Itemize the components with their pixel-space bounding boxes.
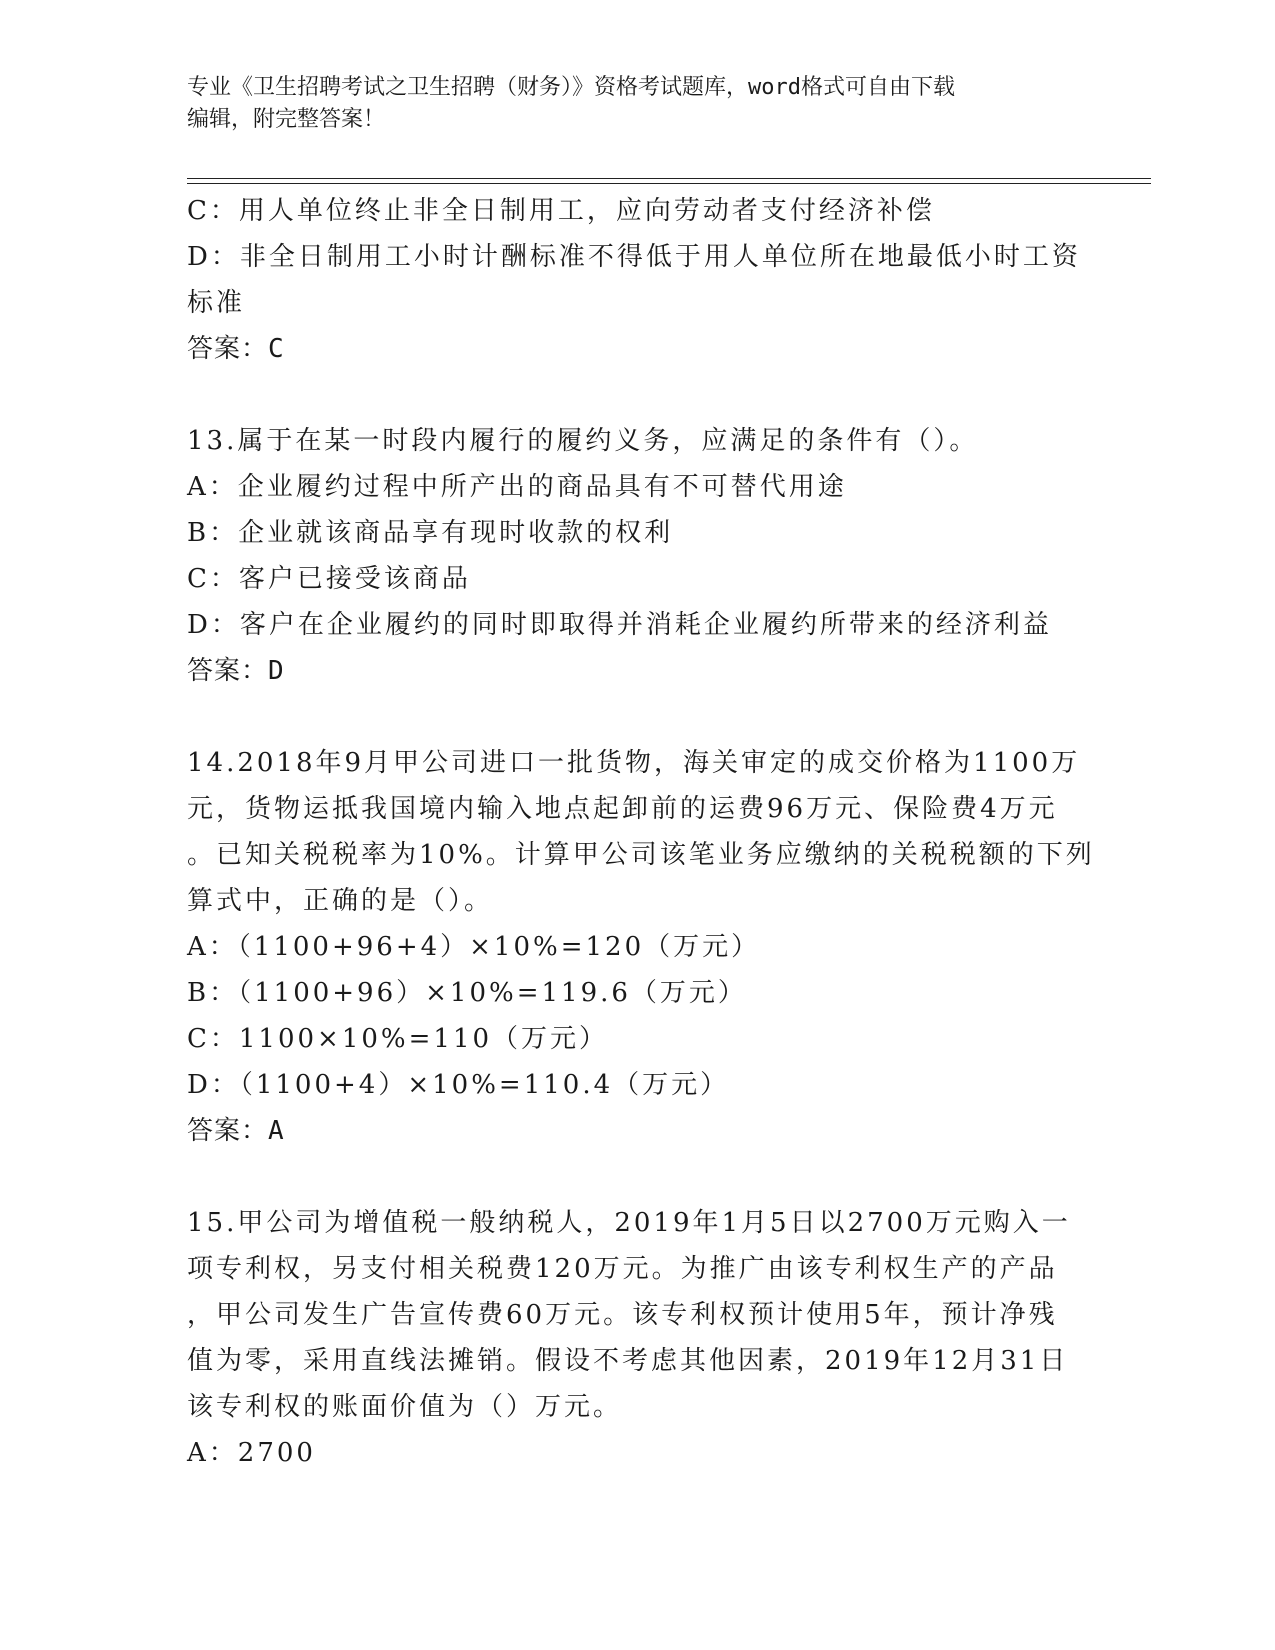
question-stem-continued: 。已知关税税率为10%。计算甲公司该笔业务应缴纳的关税税额的下列 xyxy=(187,840,1095,870)
question-14 xyxy=(187,740,1095,1154)
option-c: C：1100×10%=110（万元） xyxy=(187,1024,609,1054)
answer-value: A xyxy=(268,1116,285,1146)
option-a: A：企业履约过程中所产出的商品具有不可替代用途 xyxy=(187,472,847,502)
answer-label: 答案： xyxy=(187,1116,269,1146)
header-divider-bottom xyxy=(187,183,1151,184)
header-subtitle-line: 编辑，附完整答案！ xyxy=(187,107,386,132)
answer-line xyxy=(187,326,1087,372)
option-b: B：（1100+96）×10%=119.6（万元） xyxy=(187,978,747,1008)
question-spacer xyxy=(187,694,1087,740)
question-stem-continued: 项专利权，另支付相关税费120万元。为推广由该专利权生产的产品 xyxy=(187,1254,1058,1284)
question-stem-continued: 元，货物运抵我国境内输入地点起卸前的运费96万元、保险费4万元 xyxy=(187,794,1058,824)
question-15 xyxy=(187,1200,1087,1476)
header-divider-top xyxy=(187,178,1151,179)
question-stem-continued: 算式中，正确的是（）。 xyxy=(187,886,494,916)
question-list xyxy=(187,188,1095,1476)
question-12-tail xyxy=(187,188,1087,372)
option-a: A：（1100+96+4）×10%=120（万元） xyxy=(187,932,761,962)
option-d: D：客户在企业履约的同时即取得并消耗企业履约所带来的经济利益 xyxy=(187,610,1052,640)
option-d: D：（1100+4）×10%=110.4（万元） xyxy=(187,1070,730,1100)
answer-line xyxy=(187,1108,1087,1154)
answer-label: 答案： xyxy=(187,656,269,686)
question-spacer xyxy=(187,372,1087,418)
question-stem-continued: 该专利权的账面价值为（）万元。 xyxy=(187,1392,623,1422)
option-b: B：企业就该商品享有现时收款的权利 xyxy=(187,518,674,548)
option-a: A：2700 xyxy=(187,1438,316,1468)
option-c: C：客户已接受该商品 xyxy=(187,564,471,594)
answer-value: C xyxy=(268,334,285,364)
answer-value: D xyxy=(268,656,285,686)
question-stem: 14.2018年9月甲公司进口一批货物，海关审定的成交价格为1100万 xyxy=(187,748,1081,778)
header-title-line: 专业《卫生招聘考试之卫生招聘（财务）》资格考试题库，word格式可自由下载 xyxy=(187,75,955,100)
option-d: D：非全日制用工小时计酬标准不得低于用人单位所在地最低小时工资 xyxy=(187,242,1081,272)
question-stem: 15.甲公司为增值税一般纳税人，2019年1月5日以2700万元购入一 xyxy=(187,1208,1071,1238)
option-d-continued: 标准 xyxy=(187,288,246,318)
option-c: C：用人单位终止非全日制用工，应向劳动者支付经济补偿 xyxy=(187,196,935,226)
answer-line xyxy=(187,648,1087,694)
answer-label: 答案： xyxy=(187,334,269,364)
question-stem: 13.属于在某一时段内履行的履约义务，应满足的条件有（）。 xyxy=(187,426,979,456)
question-13 xyxy=(187,418,1087,694)
question-stem-continued: ，甲公司发生广告宣传费60万元。该专利权预计使用5年，预计净残 xyxy=(187,1300,1058,1330)
document-header xyxy=(187,72,1067,136)
question-spacer xyxy=(187,1154,1087,1200)
question-stem-continued: 值为零，采用直线法摊销。假设不考虑其他因素，2019年12月31日 xyxy=(187,1346,1069,1376)
